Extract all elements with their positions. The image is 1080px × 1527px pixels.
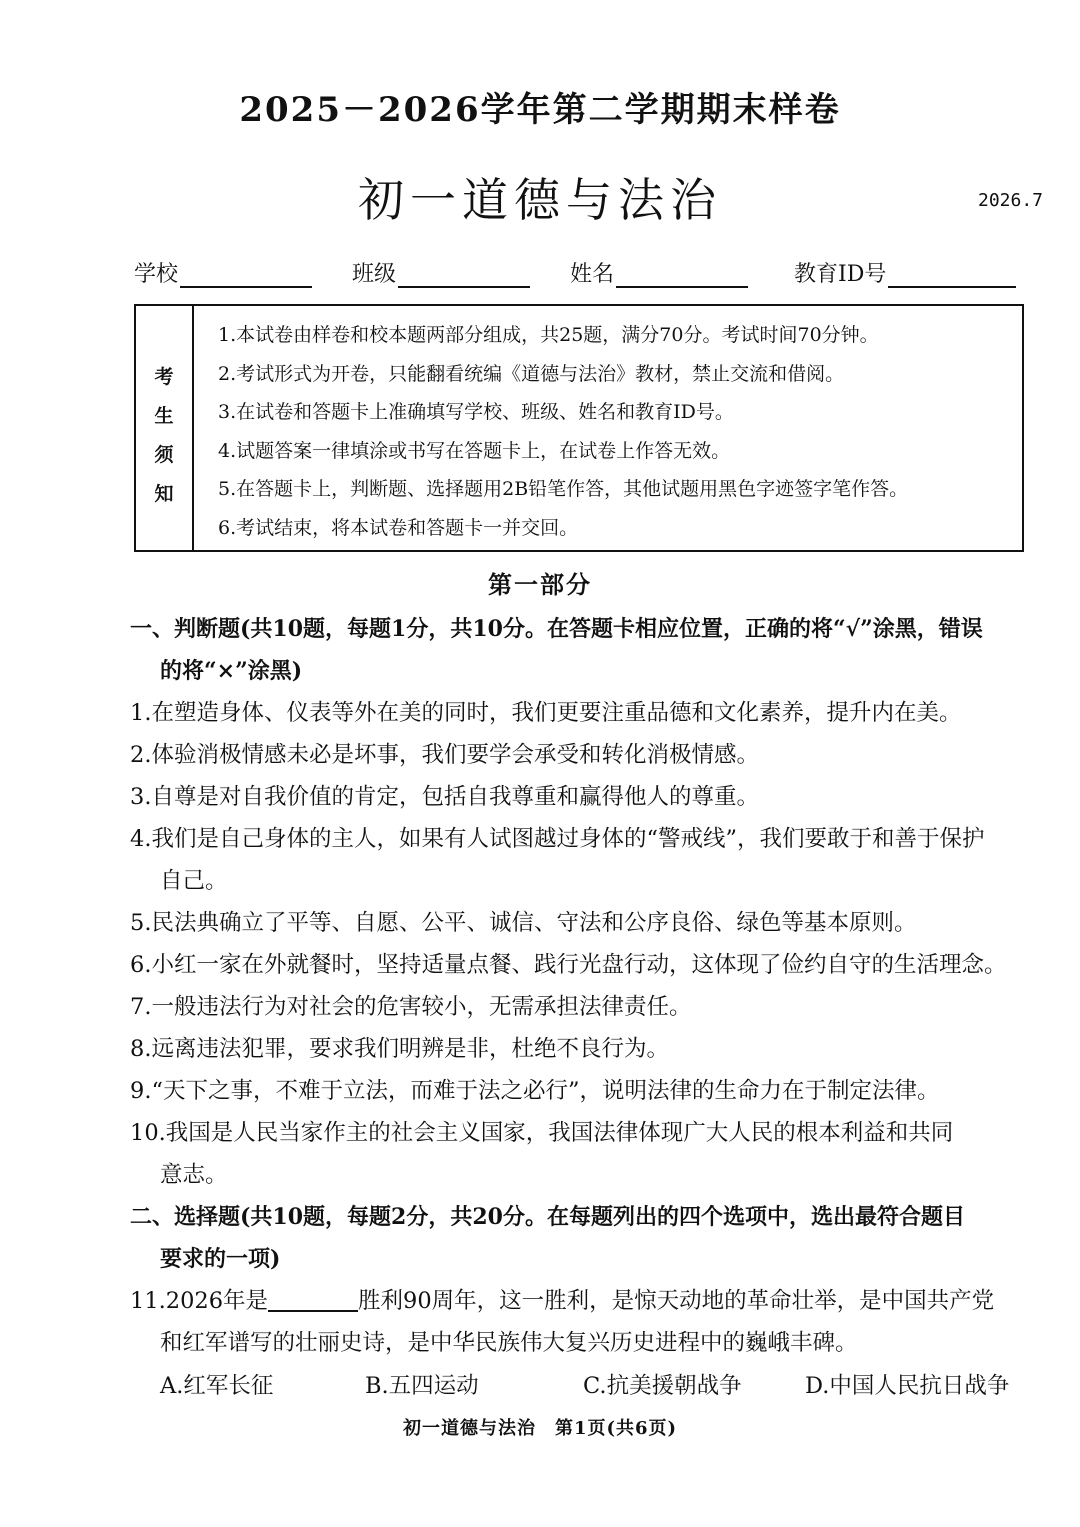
section2-heading: 二、选择题(共10题，每题2分，共20分。在每题列出的四个选项中，选出最符合题目 bbox=[130, 1204, 965, 1230]
notice-item: 4.试题答案一律填涂或书写在答题卡上，在试卷上作答无效。 bbox=[218, 439, 731, 462]
part-title: 第一部分 bbox=[488, 570, 592, 599]
question-11-blank bbox=[268, 1284, 358, 1312]
class-label: 班级 bbox=[352, 262, 397, 287]
notice-label-char: 知 bbox=[154, 483, 174, 505]
notice-item: 3.在试卷和答题卡上准确填写学校、班级、姓名和教育ID号。 bbox=[218, 401, 734, 423]
exam-date: 2026.7 bbox=[978, 190, 1044, 211]
section1-heading-cont: 的将“×”涂黑) bbox=[160, 658, 303, 684]
subject-title: 初一道德与法治 bbox=[358, 173, 722, 227]
notice-label-column bbox=[136, 306, 194, 550]
name-blank[interactable] bbox=[616, 242, 748, 288]
notice-label-char: 考 bbox=[154, 366, 174, 388]
questions-content bbox=[130, 608, 1035, 1408]
question-11-before: 11.2026年是 bbox=[130, 1288, 269, 1314]
question-11-options bbox=[130, 1364, 1035, 1408]
school-field[interactable] bbox=[134, 232, 312, 288]
question-3: 3.自尊是对自我价值的肯定，包括自我尊重和赢得他人的尊重。 bbox=[130, 784, 759, 810]
notice-item: 5.在答题卡上，判断题、选择题用2B铅笔作答，其他试题用黑色字迹签字笔作答。 bbox=[218, 478, 909, 500]
question-4: 4.我们是自己身体的主人，如果有人试图越过身体的“警戒线”，我们要敢于和善于保护 bbox=[130, 826, 985, 852]
class-blank[interactable] bbox=[398, 242, 530, 288]
option-a: A.红军长征 bbox=[160, 1373, 274, 1399]
question-5: 5.民法典确立了平等、自愿、公平、诚信、守法和公序良俗、绿色等基本原则。 bbox=[130, 910, 917, 936]
section1-heading: 一、判断题(共10题，每题1分，共10分。在答题卡相应位置，正确的将“√”涂黑，错误 bbox=[130, 616, 983, 642]
notice-item: 1.本试卷由样卷和校本题两部分组成，共25题，满分70分。考试时间70分钟。 bbox=[218, 324, 879, 346]
question-2: 2.体验消极情感未必是坏事，我们要学会承受和转化消极情感。 bbox=[130, 742, 759, 768]
class-field[interactable] bbox=[352, 232, 530, 288]
question-1: 1.在塑造身体、仪表等外在美的同时，我们更要注重品德和文化素养，提升内在美。 bbox=[130, 700, 962, 726]
student-info-fields bbox=[134, 232, 1034, 292]
question-11-after: 胜利90周年，这一胜利，是惊天动地的革命壮举，是中国共产党 bbox=[358, 1288, 995, 1314]
notice-items bbox=[218, 316, 1018, 547]
notice-label-char: 须 bbox=[154, 444, 174, 466]
notice-item: 2.考试形式为开卷，只能翻看统编《道德与法治》教材，禁止交流和借阅。 bbox=[218, 362, 845, 385]
question-10: 10.我国是人民当家作主的社会主义国家，我国法律体现广大人民的根本利益和共同 bbox=[130, 1120, 954, 1146]
question-6: 6.小红一家在外就餐时，坚持适量点餐、践行光盘行动，这体现了俭约自守的生活理念。 bbox=[130, 952, 1007, 978]
edu-id-blank[interactable] bbox=[888, 242, 1016, 288]
school-label: 学校 bbox=[134, 262, 179, 287]
notice-item: 6.考试结束，将本试卷和答题卡一并交回。 bbox=[218, 516, 579, 539]
exam-title: 2025－2026学年第二学期期末样卷 bbox=[239, 90, 841, 130]
question-7: 7.一般违法行为对社会的危害较小，无需承担法律责任。 bbox=[130, 994, 692, 1020]
question-11-cont: 和红军谱写的壮丽史诗，是中华民族伟大复兴历史进程中的巍峨丰碑。 bbox=[160, 1330, 858, 1356]
name-field[interactable] bbox=[570, 232, 748, 288]
option-c: C.抗美援朝战争 bbox=[583, 1373, 742, 1399]
question-10-cont: 意志。 bbox=[160, 1162, 228, 1188]
name-label: 姓名 bbox=[570, 262, 615, 287]
option-d: D.中国人民抗日战争 bbox=[805, 1373, 1010, 1399]
option-b: B.五四运动 bbox=[365, 1373, 479, 1399]
notice-label-char: 生 bbox=[154, 405, 174, 427]
question-4-cont: 自己。 bbox=[160, 868, 228, 894]
question-9: 9.“天下之事，不难于立法，而难于法之必行”，说明法律的生命力在于制定法律。 bbox=[130, 1078, 940, 1104]
exam-notice-box bbox=[134, 304, 1024, 552]
edu-id-field[interactable] bbox=[794, 232, 1016, 288]
page-footer: 初一道德与法治 第1页(共6页) bbox=[402, 1418, 678, 1439]
edu-id-label: 教育ID号 bbox=[794, 262, 887, 287]
section2-heading-cont: 要求的一项) bbox=[160, 1246, 281, 1272]
question-8: 8.远离违法犯罪，要求我们明辨是非，杜绝不良行为。 bbox=[130, 1036, 669, 1062]
question-11 bbox=[130, 1280, 1035, 1322]
school-blank[interactable] bbox=[180, 242, 312, 288]
